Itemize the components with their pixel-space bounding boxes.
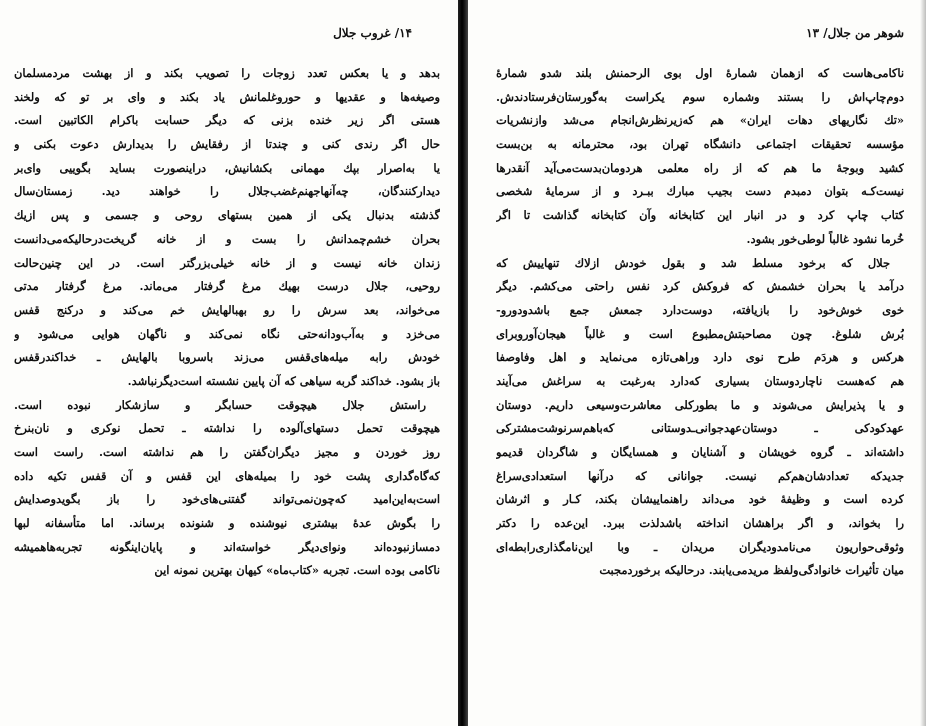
text-line: بحران خشم‌چمدانش را بست و از خانه گریخت‌درحالیکه‌می‌دانست xyxy=(14,231,440,246)
text-line: گذشته بدنبال یکی از همین بستهای روحی و جسمی و پس ازیك xyxy=(14,208,440,223)
right-page-header: شوهر من جلال/ ۱۳ xyxy=(806,26,904,40)
text-line: دیدارکنندگان، چه‌آنهاجهنم‌غضب‌جلال را خواهند دید. زمستان‌سال xyxy=(14,184,440,199)
left-page-header: ۱۴/ غروب جلال xyxy=(333,26,412,40)
text-line: بُرش شلوغ. چون مصاحبتش‌مطبوع است و غالباً هیجان‌آوروبرای xyxy=(496,326,904,341)
text-line: داشته‌اند ـ گروه خویشان و آشنایان و همسایگان و شاگردان قدیمو xyxy=(496,445,904,459)
text-line: زندان خانه نیست و از خانه خیلی‌بزرگتر است. در این چنین‌حالت xyxy=(14,255,440,270)
text-line: هیچوقت تحمل دستهای‌آلوده را نداشته ـ تحمل نوکری و نان‌بنرخ xyxy=(14,421,440,436)
text-line: عهدکودکی ـ دوستان‌عهدجوانی‌ـدوستانی که‌باهم‌سرنوشت‌مشترکی xyxy=(496,421,904,436)
right-page-body xyxy=(496,62,904,583)
page-edge-shadow xyxy=(920,0,926,726)
text-line: می‌خواند، بعد سرش را رو بهبالهایش خم می‌کند و درکنج قفس xyxy=(14,302,440,317)
text-line: جدیدکه تعداد‌شان‌هم‌کم نیست. جوانانی که درآنها استعدادی‌سراغ xyxy=(496,468,904,483)
text-line: ناکامی‌هاست که ازهمان شمارهٔ اول بوی الرحمنش بلند شدو شمارهٔ xyxy=(496,66,904,80)
text-line: کشید وبوجهٔ ما هم که از راه معلمی هردومان‌بدست‌می‌آید آنقدرها xyxy=(496,160,904,175)
text-line: وثوقی‌حواریون می‌نامدودیگران مریدان ـ وبا این‌نامگذاری‌رابطه‌ای xyxy=(496,539,904,554)
text-line: بدهد و یا بعکس تعدد زوجات را تصویب بکند و از بهشت مردمسلمان xyxy=(14,66,440,80)
text-line: میان تأثیرات خانوادگی‌ولفظ مریدمی‌یابند. درحالیکه برخوردمجبت xyxy=(599,563,904,578)
text-line: هم که‌هست ناچاردوستان بسیاری که‌دارد به‌رغبت به سراغش می‌آیند xyxy=(496,373,904,388)
text-line: هرکس و هردَم طرح نوی دارد وراهی‌تازه می‌نماید و اهل وفاوصفا xyxy=(496,350,904,365)
text-line: یا به‌اصرار بپك مهمانی بکشانیش، دراینصورت بساید بگوییی وای‌بر xyxy=(14,160,440,175)
text-line: ناکامی بوده است. تجربه «کتاب‌ماه» کیهان بهترین نمونه این xyxy=(154,563,440,578)
text-line: خوی خوش‌خود را بازیافته، دوست‌دارد جمعش جمع باشدودورو- xyxy=(496,302,904,317)
text-line: وصیغه‌ها و عقدیها و حورو‌غلمانش یاد بکند و وای بر تو که ولخند xyxy=(14,89,440,104)
right-page xyxy=(468,0,926,726)
text-line: می‌خزد و به‌آب‌ودانه‌حتی نگاه نمی‌کند و ناگهان هوایی می‌شود و xyxy=(14,326,440,341)
left-page xyxy=(0,0,458,726)
text-line: که‌گاه‌گداری پشت خود را بمیله‌های این قفس و آن قفس تکیه داده xyxy=(14,468,440,483)
text-line: هستی اگر زیر خنده بزنی که دیگر حسابت باکرام الکاتبین است. xyxy=(14,113,440,128)
text-line: کتاب چاپ کرد و در انبار این کتابخانه وآن کتابخانه گذاشت تا اگر xyxy=(496,208,904,223)
text-line: کرده است و وظیفهٔ خود می‌داند راهنماییشان بکند، کـار و اثرشان xyxy=(496,492,904,507)
text-line: است‌به‌این‌امید که‌چون‌نمی‌تواند گفتنی‌های‌خود را باز بگوید‌وصدایش xyxy=(14,492,440,507)
text-line: و یا پذیرایش می‌شوند و ما بطورکلی معاشرت‌وسیعی داریم. دوستان xyxy=(496,397,904,412)
text-line: را بخواند، و اگر براهشان انداخته باشدلذت ببرد. این‌عده را دکتر xyxy=(496,516,904,531)
text-line: خودش رابه میله‌های‌قفس می‌زند باسروبا بالهایش ـ خداکندرقفس xyxy=(14,350,440,365)
text-line: را بگوش عدهٔ بیشتری نیوشنده و شنونده برساند. اما متأسفانه لبها xyxy=(14,516,440,531)
text-line: دوم‌چاپ‌اش را بستند وشماره سوم یکراست به‌گورستان‌فرستادندش. xyxy=(496,89,904,104)
book-gutter xyxy=(458,0,468,726)
text-line: «تك نگاریهای دهات ایران» هم که‌زیرنظرش‌انجام می‌شد وازنشریات xyxy=(496,113,904,128)
text-line: خُرما نشود غالباً لوطی‌خور بشود. xyxy=(746,231,904,246)
text-line: باز بشود. خداکند گربه سیاهی که آن پایین نشسته است‌دیگرنباشد. xyxy=(127,373,440,388)
text-line: راستش جلال هیچوقت حسابگر و سازشکار نبوده است. xyxy=(14,397,426,412)
text-line: درآمد یا بحران خشمش که فروکش کرد نفس راحتی می‌کشم. دیگر xyxy=(496,279,904,294)
text-line: جلال که برخود مسلط شد و بقول خودش ازلاك تنهاییش که xyxy=(496,255,890,270)
text-line: روحیی، جلال درست بهیك مرغ گرفتار می‌ماند. مرغ گرفتار مدتی xyxy=(14,279,440,294)
left-page-body xyxy=(14,62,440,583)
text-line: حال اگر رندی کنی و چندتا از رفقایش را بدیدارش دعوت بکنی و xyxy=(14,137,440,152)
text-line: روز خوردن و مجیز دیگران‌گفتن را هم نداشته است. راست است xyxy=(14,445,440,459)
text-line: دمساز‌نبوده‌اند ونوای‌دیگر خواسته‌اند و پایان‌اینگونه تجربه‌هاهمیشه xyxy=(14,539,440,554)
text-line: نیست‌کـه بتوان دمبدم دست بجیب مبارك ببـرد و از سرمایهٔ شخصی xyxy=(496,184,904,199)
text-line: مؤسسه تحقیقات اجتماعی دانشگاه تهران بود، محترمانه به بن‌بست xyxy=(496,137,904,152)
